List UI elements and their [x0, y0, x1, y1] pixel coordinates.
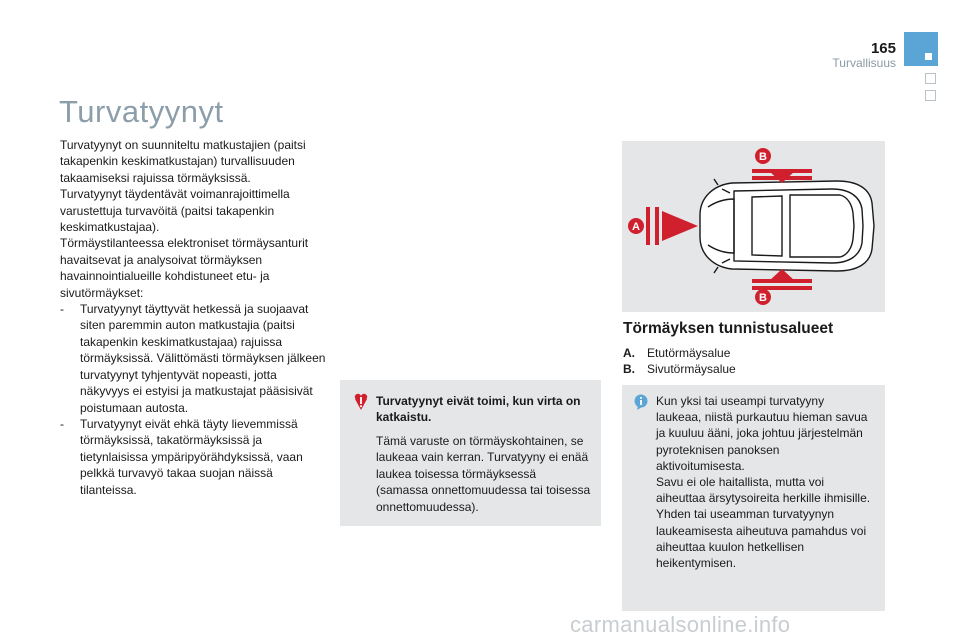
info-paragraph: Savu ei ole haitallista, mutta voi aiheuttaa ärsytysoireita herkille ihmisille. — [656, 475, 871, 506]
page-title: Turvatyynyt — [59, 94, 224, 129]
label-b: B — [759, 151, 767, 163]
footer-watermark: carmanualsonline.info — [570, 612, 791, 637]
legend-item: B. Sivutörmäysalue — [623, 362, 736, 377]
info-icon — [634, 394, 648, 410]
warning-text: Tämä varuste on törmäyskohtainen, se laukeaa vain kerran. Turvatyyny ei enää laukea toisessa törmäyksessä (samassa onnettomuudessa tai toisessa onnettomuudessa). — [376, 434, 591, 514]
list-item: - Turvatyynyt täyttyvät hetkessä ja suojaavat siten paremmin auton matkustajia (paitsi takapenkin keskimatkustajaa) rajuissa törmäyksissä. Välittömästi törmäyksen jälkeen turvatyynyt tyhjentyvät nopeasti, jotta näkyvyys ei estyisi ja matkustajat pääsisivät poistumaan autosta. — [60, 302, 326, 415]
list-item: - Turvatyynyt eivät ehkä täyty lievemmissä törmäyksissä, takatörmäyksissä ja tietynlaisissa ympäripyörähdyksissä, vaan pelkkä turvavyö takaa suojan näissä tilanteissa. — [60, 416, 303, 497]
chapter-tab — [925, 90, 936, 101]
page-number: 165 — [870, 40, 896, 57]
legend-item: A. Etutörmäysalue — [623, 346, 731, 360]
intro-text — [60, 137, 326, 498]
crash-zones-figure — [622, 141, 885, 312]
warning-heading: Turvatyynyt eivät toimi, kun virta on katkaistu. — [376, 394, 581, 424]
car-top-view — [622, 141, 885, 312]
info-paragraph: Yhden tai useamman turvatyynyn laukeamisesta aiheutuva pamahdus voi aiheuttaa kuulon hetkellisen heikentymisen. — [656, 507, 867, 571]
warning-icon — [352, 393, 370, 411]
info-text — [656, 393, 871, 571]
label-a: A — [632, 221, 640, 233]
zone-legend — [623, 345, 736, 378]
chapter-tab — [925, 73, 936, 84]
detection-heading: Törmäyksen tunnistusalueet — [623, 320, 834, 337]
intro-paragraph: Turvatyynyt täydentävät voimanrajoittimella varustettuja turvavöitä (paitsi takapenkin keskimatkustajaa). — [60, 187, 290, 235]
info-paragraph: Kun yksi tai useampi turvatyyny laukeaa, niistä purkautuu hieman savua ja kuuluu ääni, joka johtuu järjestelmän pyroteknisen panoksen aktivoitumisesta. — [656, 394, 868, 473]
label-b: B — [759, 292, 767, 304]
intro-paragraph: Turvatyynyt on suunniteltu matkustajien (paitsi takapenkin keskimatkustajan) turvallisuuden takaamiseksi rajuissa törmäyksissä. — [60, 138, 306, 185]
chapter-tab-active — [904, 32, 938, 66]
section-title: Turvallisuus — [832, 56, 896, 70]
intro-paragraph: Törmäystilanteessa elektroniset törmäysanturit havaitsevat ja analysoivat törmäyksen havainnointialueille kohdistuneet etu- ja sivutörmäykset: — [60, 236, 309, 300]
